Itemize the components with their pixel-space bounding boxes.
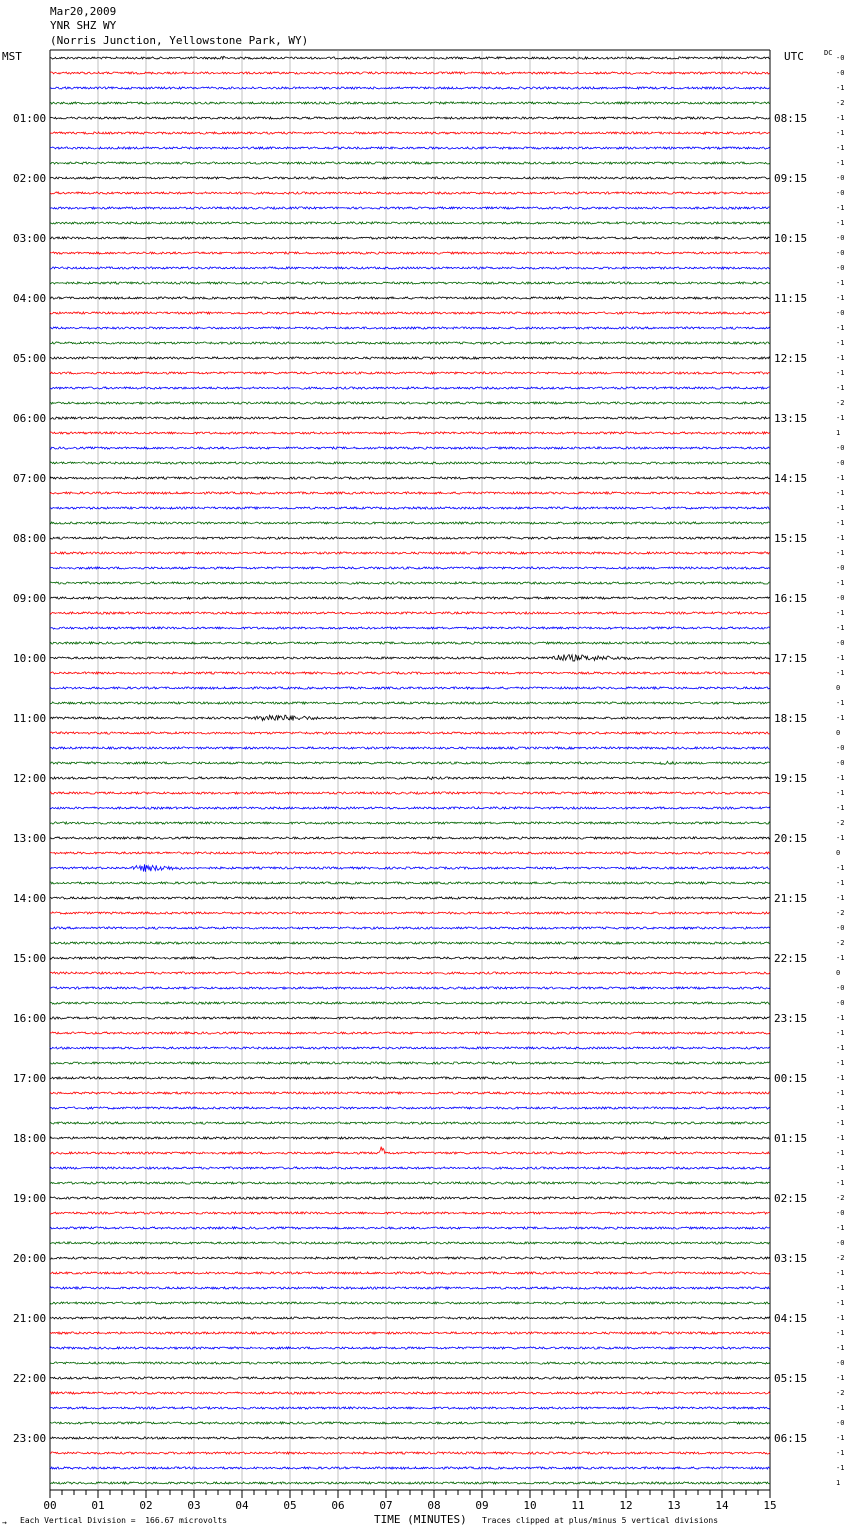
x-tick-label: 02 xyxy=(139,1499,153,1512)
seismic-trace xyxy=(50,732,770,734)
seismic-trace xyxy=(50,655,770,662)
utc-hour-label: 06:15 xyxy=(774,1432,808,1445)
seismic-trace xyxy=(50,1467,770,1469)
dc-offset-label: -1 xyxy=(836,369,845,377)
utc-hour-label: 02:15 xyxy=(774,1192,808,1205)
dc-offset-label: -1 xyxy=(836,159,845,167)
seismic-trace xyxy=(50,417,770,419)
dc-offset-label: -1 xyxy=(836,1434,845,1442)
seismic-trace xyxy=(50,432,770,434)
seismic-trace xyxy=(50,537,770,539)
mst-hour-label: 06:00 xyxy=(13,412,47,425)
seismic-trace xyxy=(50,1287,770,1289)
mst-hour-label: 18:00 xyxy=(13,1132,47,1145)
x-axis-title: TIME (MINUTES) xyxy=(374,1513,467,1526)
seismic-trace xyxy=(50,56,770,59)
footer-mark: → xyxy=(2,1518,7,1527)
seismic-trace xyxy=(50,1002,770,1004)
seismic-trace xyxy=(50,267,770,269)
dc-offset-label: -1 xyxy=(836,1404,845,1412)
dc-offset-label: -2 xyxy=(836,1194,845,1202)
dc-offset-label: -1 xyxy=(836,1059,845,1067)
dc-offset-label: -0 xyxy=(836,1209,845,1217)
x-tick-label: 00 xyxy=(43,1499,57,1512)
dc-offset-label: -1 xyxy=(836,774,845,782)
utc-hour-label: 22:15 xyxy=(774,952,808,965)
dc-offset-label: -1 xyxy=(836,834,845,842)
mst-hour-label: 05:00 xyxy=(13,352,47,365)
dc-offset-label: -1 xyxy=(836,534,845,542)
mst-hour-label: 02:00 xyxy=(13,172,47,185)
dc-offset-label: -1 xyxy=(836,324,845,332)
seismic-trace xyxy=(50,627,770,629)
dc-offset-label: -0 xyxy=(836,309,845,317)
seismic-trace xyxy=(50,222,770,224)
seismic-trace xyxy=(50,372,770,374)
dc-offset-label: -2 xyxy=(836,939,845,947)
seismic-trace xyxy=(50,117,770,119)
dc-offset-label: -1 xyxy=(836,1314,845,1322)
x-tick-label: 15 xyxy=(763,1499,777,1512)
dc-offset-label: -1 xyxy=(836,954,845,962)
seismic-trace xyxy=(50,837,770,839)
seismic-trace xyxy=(50,957,770,959)
seismic-trace xyxy=(50,597,770,599)
mst-hour-label: 09:00 xyxy=(13,592,47,605)
seismic-trace xyxy=(50,612,770,614)
dc-offset-label: -0 xyxy=(836,1239,845,1247)
dc-offset-label: -0 xyxy=(836,234,845,242)
utc-hour-label: 03:15 xyxy=(774,1252,808,1265)
utc-hour-label: 18:15 xyxy=(774,712,808,725)
dc-offset-label: 0 xyxy=(836,849,841,857)
dc-offset-label: -1 xyxy=(836,1134,845,1142)
seismic-trace xyxy=(50,792,770,794)
dc-offset-label: -1 xyxy=(836,699,845,707)
dc-offset-label: -1 xyxy=(836,414,845,422)
dc-offset-label: -1 xyxy=(836,894,845,902)
dc-offset-label: -1 xyxy=(836,714,845,722)
seismic-trace xyxy=(50,852,770,854)
seismic-trace xyxy=(50,282,770,284)
dc-offset-label: -0 xyxy=(836,999,845,1007)
seismic-trace xyxy=(50,642,770,644)
seismic-trace xyxy=(50,807,770,809)
utc-hour-label: 11:15 xyxy=(774,292,808,305)
seismic-trace xyxy=(50,1362,770,1364)
x-tick-label: 08 xyxy=(427,1499,441,1512)
dc-offset-label: -2 xyxy=(836,99,845,107)
seismic-trace xyxy=(50,177,770,179)
seismic-trace xyxy=(50,1032,770,1034)
station-location: (Norris Junction, Yellowstone Park, WY) xyxy=(50,34,309,47)
seismic-trace xyxy=(50,402,770,404)
dc-offset-label: -1 xyxy=(836,1014,845,1022)
dc-offset-label: -1 xyxy=(836,1464,845,1472)
seismic-trace xyxy=(50,1317,770,1319)
dc-offset-label: -0 xyxy=(836,174,845,182)
dc-offset-label: -1 xyxy=(836,1449,845,1457)
utc-hour-label: 23:15 xyxy=(774,1012,808,1025)
dc-offset-label: -1 xyxy=(836,789,845,797)
seismic-trace xyxy=(50,1407,770,1409)
dc-offset-label: -0 xyxy=(836,249,845,257)
seismic-trace xyxy=(50,1392,770,1394)
mst-hour-label: 13:00 xyxy=(13,832,47,845)
dc-offset-label: -1 xyxy=(836,624,845,632)
seismic-trace xyxy=(50,672,770,674)
utc-hour-label: 14:15 xyxy=(774,472,808,485)
seismic-trace xyxy=(50,1107,770,1109)
seismic-trace xyxy=(50,1122,770,1124)
dc-label: DC xyxy=(824,49,833,57)
seismic-trace xyxy=(50,462,770,464)
seismic-trace xyxy=(50,132,770,134)
dc-offset-label: -1 xyxy=(836,504,845,512)
dc-offset-label: -0 xyxy=(836,189,845,197)
dc-offset-label: -0 xyxy=(836,924,845,932)
utc-hour-label: 09:15 xyxy=(774,172,808,185)
dc-offset-label: -1 xyxy=(836,279,845,287)
dc-offset-label: -1 xyxy=(836,1374,845,1382)
seismic-trace xyxy=(50,447,770,449)
dc-offset-label: -1 xyxy=(836,654,845,662)
seismic-trace xyxy=(50,687,770,689)
seismic-trace xyxy=(50,747,770,749)
dc-offset-label: -1 xyxy=(836,1164,845,1172)
seismic-trace xyxy=(50,1197,770,1199)
seismic-trace xyxy=(50,715,770,720)
scale-note: Each Vertical Division = 166.67 microvolts xyxy=(20,1516,228,1525)
seismic-trace xyxy=(50,1167,770,1169)
seismic-trace xyxy=(50,897,770,899)
seismic-trace xyxy=(50,477,770,479)
mst-hour-label: 11:00 xyxy=(13,712,47,725)
dc-offset-label: -1 xyxy=(836,1074,845,1082)
dc-offset-label: -2 xyxy=(836,819,845,827)
dc-offset-label: 0 xyxy=(836,684,841,692)
mst-hour-label: 20:00 xyxy=(13,1252,47,1265)
x-tick-label: 14 xyxy=(715,1499,729,1512)
dc-offset-label: -1 xyxy=(836,669,845,677)
seismic-trace xyxy=(50,492,770,494)
dc-offset-label: -1 xyxy=(836,204,845,212)
utc-hour-label: 20:15 xyxy=(774,832,808,845)
dc-offset-label: -1 xyxy=(836,1284,845,1292)
seismic-trace xyxy=(50,1302,770,1304)
mst-hour-label: 14:00 xyxy=(13,892,47,905)
seismic-trace xyxy=(50,582,770,584)
seismic-trace xyxy=(50,207,770,209)
seismic-trace xyxy=(50,927,770,929)
mst-hour-label: 22:00 xyxy=(13,1372,47,1385)
dc-offset-label: -1 xyxy=(836,579,845,587)
seismic-trace xyxy=(50,1182,770,1184)
seismic-trace xyxy=(50,1257,770,1259)
dc-offset-label: -1 xyxy=(836,1269,845,1277)
dc-offset-label: -1 xyxy=(836,1344,845,1352)
dc-offset-label: -0 xyxy=(836,1359,845,1367)
station-code: YNR SHZ WY xyxy=(50,19,117,32)
dc-offset-label: -2 xyxy=(836,399,845,407)
seismic-trace xyxy=(50,102,770,104)
dc-offset-label: -1 xyxy=(836,354,845,362)
seismic-trace xyxy=(50,1452,770,1454)
dc-offset-label: -1 xyxy=(836,1329,845,1337)
seismic-trace xyxy=(50,387,770,389)
mst-hour-label: 21:00 xyxy=(13,1312,47,1325)
seismic-trace xyxy=(50,1227,770,1229)
mst-hour-label: 10:00 xyxy=(13,652,47,665)
seismic-trace xyxy=(50,567,770,569)
dc-offset-label: -2 xyxy=(836,1389,845,1397)
chart-date: Mar20,2009 xyxy=(50,5,117,18)
utc-hour-label: 21:15 xyxy=(774,892,808,905)
seismic-trace xyxy=(50,761,770,764)
seismic-trace xyxy=(50,507,770,509)
seismic-trace xyxy=(50,1017,770,1019)
dc-offset-label: -1 xyxy=(836,1299,845,1307)
seismic-trace xyxy=(50,1242,770,1244)
dc-offset-label: -0 xyxy=(836,444,845,452)
seismic-trace xyxy=(50,1077,770,1079)
seismic-trace xyxy=(50,1482,770,1484)
dc-offset-label: -0 xyxy=(836,984,845,992)
mst-hour-label: 19:00 xyxy=(13,1192,47,1205)
dc-offset-label: -1 xyxy=(836,519,845,527)
dc-offset-label: -1 xyxy=(836,1104,845,1112)
seismic-trace xyxy=(50,357,770,359)
dc-offset-label: -0 xyxy=(836,594,845,602)
dc-offset-label: -1 xyxy=(836,1029,845,1037)
seismic-trace xyxy=(50,327,770,329)
x-tick-label: 10 xyxy=(523,1499,537,1512)
dc-offset-label: -1 xyxy=(836,1044,845,1052)
mst-hour-label: 03:00 xyxy=(13,232,47,245)
x-tick-label: 01 xyxy=(91,1499,105,1512)
seismic-trace xyxy=(50,147,770,149)
dc-offset-label: -1 xyxy=(836,1149,845,1157)
dc-offset-label: 0 xyxy=(836,729,841,737)
utc-hour-label: 08:15 xyxy=(774,112,808,125)
dc-offset-label: -1 xyxy=(836,489,845,497)
dc-offset-label: -0 xyxy=(836,744,845,752)
seismic-trace xyxy=(50,1437,770,1439)
dc-offset-label: -1 xyxy=(836,1179,845,1187)
dc-offset-label: -0 xyxy=(836,264,845,272)
dc-offset-label: -0 xyxy=(836,54,845,62)
utc-hour-label: 10:15 xyxy=(774,232,808,245)
dc-offset-label: -1 xyxy=(836,1089,845,1097)
mst-hour-label: 12:00 xyxy=(13,772,47,785)
seismic-trace xyxy=(50,1422,770,1424)
mst-hour-label: 01:00 xyxy=(13,112,47,125)
utc-hour-label: 16:15 xyxy=(774,592,808,605)
seismic-trace xyxy=(50,912,770,914)
dc-offset-label: -1 xyxy=(836,549,845,557)
utc-hour-label: 12:15 xyxy=(774,352,808,365)
seismic-trace xyxy=(50,942,770,944)
dc-offset-label: -1 xyxy=(836,129,845,137)
x-tick-label: 05 xyxy=(283,1499,297,1512)
seismic-trace xyxy=(50,987,770,989)
dc-offset-label: -0 xyxy=(836,1419,845,1427)
dc-offset-label: -1 xyxy=(836,864,845,872)
seismic-trace xyxy=(50,702,770,704)
seismic-trace xyxy=(50,72,770,74)
dc-offset-label: -1 xyxy=(836,144,845,152)
seismic-trace xyxy=(50,297,770,299)
x-tick-label: 11 xyxy=(571,1499,585,1512)
dc-offset-label: -2 xyxy=(836,909,845,917)
seismic-trace xyxy=(50,192,770,194)
x-tick-label: 04 xyxy=(235,1499,249,1512)
seismic-trace xyxy=(50,882,770,884)
seismic-trace xyxy=(50,1212,770,1214)
x-tick-label: 09 xyxy=(475,1499,489,1512)
seismic-trace xyxy=(50,1047,770,1049)
mst-hour-label: 07:00 xyxy=(13,472,47,485)
x-tick-label: 06 xyxy=(331,1499,345,1512)
seismic-trace xyxy=(50,1332,770,1334)
seismic-trace xyxy=(50,1137,770,1139)
dc-offset-label: -1 xyxy=(836,474,845,482)
utc-hour-label: 17:15 xyxy=(774,652,808,665)
dc-offset-label: -1 xyxy=(836,1119,845,1127)
utc-hour-label: 15:15 xyxy=(774,532,808,545)
dc-offset-label: 1 xyxy=(836,1479,841,1487)
dc-offset-label: -2 xyxy=(836,1254,845,1262)
dc-offset-label: -1 xyxy=(836,219,845,227)
dc-offset-label: -1 xyxy=(836,609,845,617)
seismic-trace xyxy=(50,87,770,89)
seismic-trace xyxy=(50,162,770,164)
dc-offset-label: -0 xyxy=(836,639,845,647)
mst-hour-label: 15:00 xyxy=(13,952,47,965)
seismic-trace xyxy=(50,1377,770,1379)
utc-hour-label: 05:15 xyxy=(774,1372,808,1385)
dc-offset-label: -1 xyxy=(836,339,845,347)
clip-note: Traces clipped at plus/minus 5 vertical divisions xyxy=(482,1516,719,1525)
mst-hour-label: 16:00 xyxy=(13,1012,47,1025)
seismic-trace xyxy=(50,1092,770,1094)
dc-offset-label: 1 xyxy=(836,429,841,437)
seismic-trace xyxy=(50,237,770,239)
seismic-trace xyxy=(50,252,770,254)
dc-offset-label: -1 xyxy=(836,879,845,887)
x-tick-label: 12 xyxy=(619,1499,633,1512)
x-tick-label: 07 xyxy=(379,1499,393,1512)
utc-hour-label: 04:15 xyxy=(774,1312,808,1325)
mst-axis-label: MST xyxy=(2,50,22,63)
seismic-trace xyxy=(50,864,770,872)
mst-hour-label: 17:00 xyxy=(13,1072,47,1085)
utc-hour-label: 01:15 xyxy=(774,1132,808,1145)
seismic-trace xyxy=(50,342,770,344)
utc-hour-label: 19:15 xyxy=(774,772,808,785)
seismic-trace xyxy=(50,522,770,524)
dc-offset-label: -0 xyxy=(836,69,845,77)
seismic-trace xyxy=(50,972,770,974)
seismic-trace xyxy=(50,1147,770,1155)
mst-hour-label: 23:00 xyxy=(13,1432,47,1445)
mst-hour-label: 08:00 xyxy=(13,532,47,545)
dc-offset-label: -1 xyxy=(836,1224,845,1232)
seismic-trace xyxy=(50,1272,770,1274)
seismic-trace xyxy=(50,822,770,824)
utc-hour-label: 00:15 xyxy=(774,1072,808,1085)
seismic-trace xyxy=(50,777,770,780)
mst-hour-label: 04:00 xyxy=(13,292,47,305)
utc-hour-label: 13:15 xyxy=(774,412,808,425)
dc-offset-label: -0 xyxy=(836,459,845,467)
dc-offset-label: -1 xyxy=(836,384,845,392)
utc-axis-label: UTC xyxy=(784,50,804,63)
seismic-trace xyxy=(50,1062,770,1064)
dc-offset-label: -1 xyxy=(836,114,845,122)
seismic-trace xyxy=(50,1347,770,1349)
dc-offset-label: -1 xyxy=(836,294,845,302)
dc-offset-label: -1 xyxy=(836,84,845,92)
seismic-trace xyxy=(50,312,770,314)
x-tick-label: 03 xyxy=(187,1499,201,1512)
dc-offset-label: -1 xyxy=(836,804,845,812)
x-tick-label: 13 xyxy=(667,1499,681,1512)
dc-offset-label: -0 xyxy=(836,564,845,572)
dc-offset-label: -0 xyxy=(836,759,845,767)
seismic-trace xyxy=(50,552,770,554)
dc-offset-label: 0 xyxy=(836,969,841,977)
